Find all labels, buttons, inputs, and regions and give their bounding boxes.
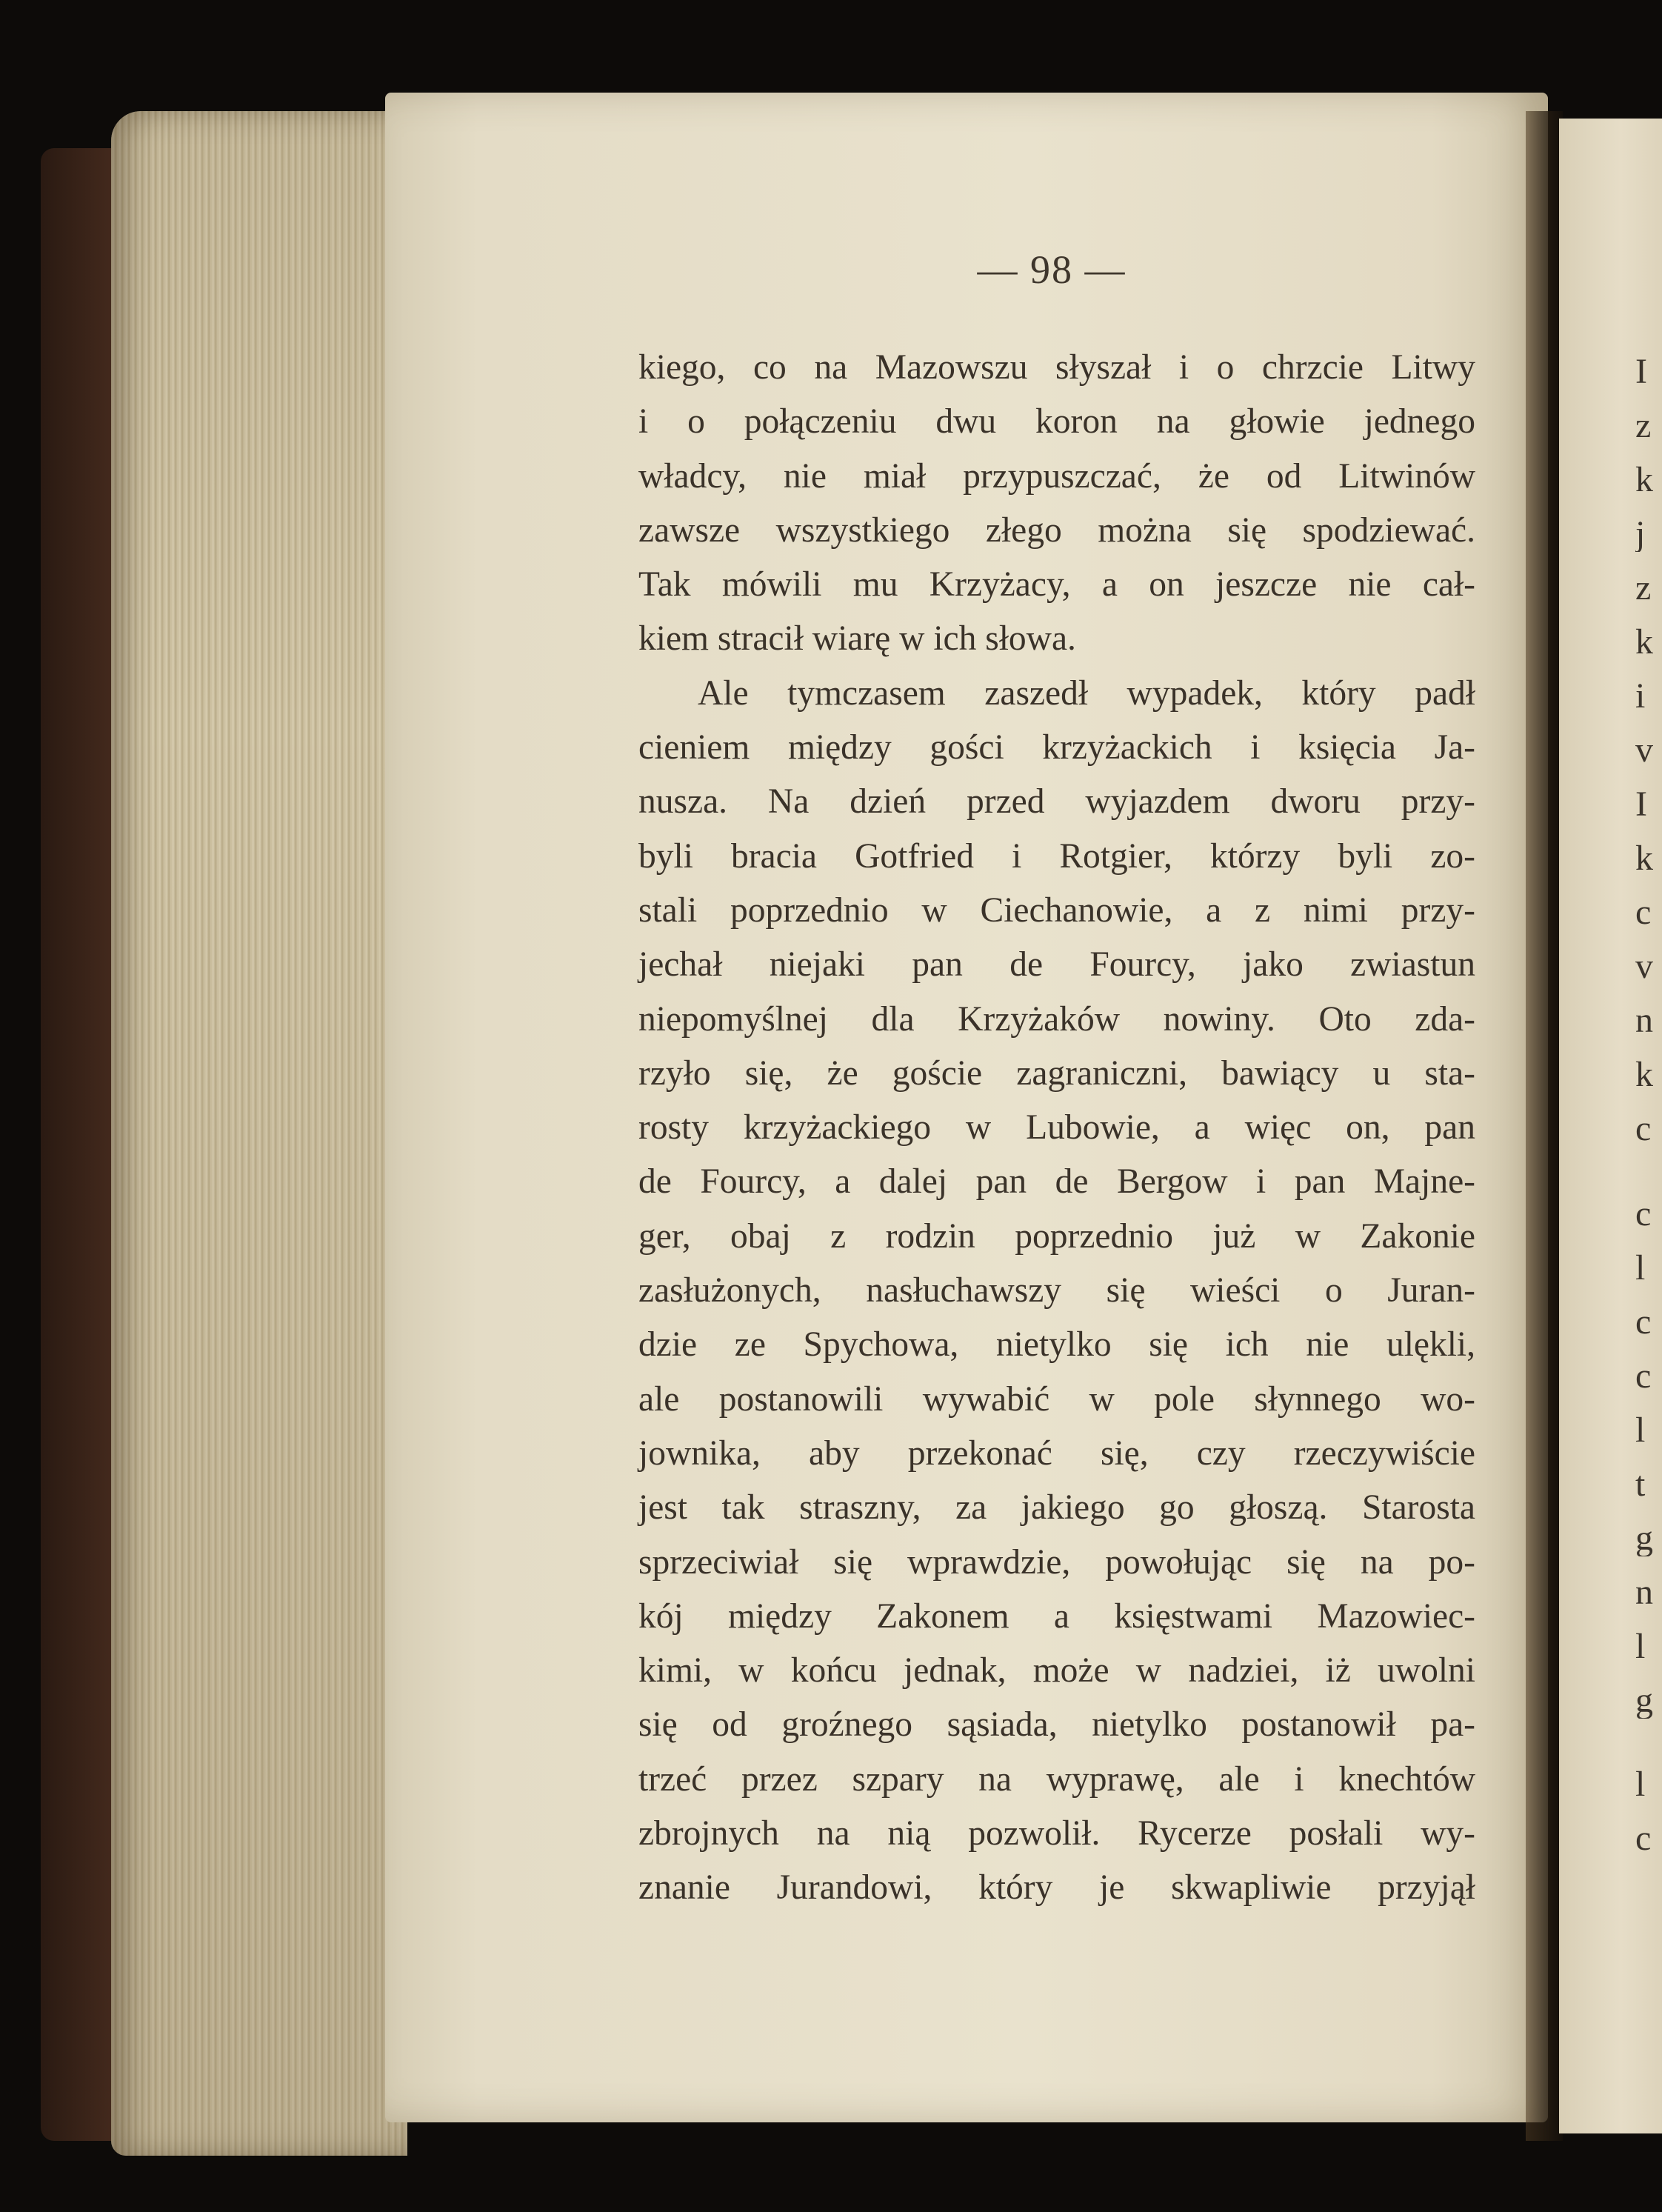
facing-page-letter: z (1635, 408, 1652, 444)
text-line: rosty krzyżackiego w Lubowie, a więc on, pan (638, 1108, 1475, 1147)
text-line: sprzeciwiał się wprawdzie, powołując się na po- (638, 1542, 1475, 1582)
text-line: cieniem między gości krzyżackich i księcia Ja- (638, 728, 1475, 767)
text-line: byli bracia Gotfried i Rotgier, którzy byli zo- (638, 836, 1475, 876)
facing-page-letter: n (1635, 1003, 1653, 1039)
facing-page-letter: c (1635, 895, 1652, 930)
facing-page-letter: k (1635, 462, 1653, 498)
facing-page-letter: v (1635, 733, 1653, 768)
text-line: zawsze wszystkiego złego można się spodziewać. (638, 510, 1475, 550)
facing-page-letter: i (1635, 679, 1646, 714)
text-line: niepomyślnej dla Krzyżaków nowiny. Oto zda- (638, 999, 1475, 1039)
text-line: de Fourcy, a dalej pan de Bergow i pan Majne- (638, 1162, 1475, 1202)
text-line: kój między Zakonem a księstwami Mazowiec- (638, 1596, 1475, 1636)
text-line: ale postanowili wywabić w pole słynnego wo- (638, 1379, 1475, 1419)
facing-page-letter: t (1635, 1467, 1646, 1502)
text-line: władcy, nie miał przypuszczać, że od Litwinów (638, 456, 1475, 496)
text-line: Tak mówili mu Krzyżacy, a on jeszcze nie cał- (638, 565, 1475, 604)
text-line: się od groźnego sąsiada, nietylko postanowił pa- (638, 1705, 1475, 1745)
facing-page-letter: g (1635, 1683, 1653, 1719)
text-line: dzie ze Spychowa, nietylko się ich nie ulękli, (638, 1325, 1475, 1365)
text-line: zbrojnych na nią pozwolił. Rycerze posłali wy- (638, 1814, 1475, 1853)
text-line: kiego, co na Mazowszu słyszał i o chrzcie Litwy (638, 348, 1475, 387)
facing-page-letter: I (1635, 354, 1647, 390)
text-line: stali poprzednio w Ciechanowie, a z nimi przy- (638, 890, 1475, 930)
page-number: — 98 — (977, 247, 1127, 292)
facing-page-letter: c (1635, 1821, 1652, 1856)
text-line: jechał niejaki pan de Fourcy, jako zwiastun (638, 945, 1475, 985)
facing-page-letter: j (1635, 516, 1646, 552)
facing-page-letter: c (1635, 1305, 1652, 1340)
facing-page-letter: k (1635, 624, 1653, 660)
facing-page-letter: n (1635, 1575, 1653, 1610)
text-line: rzyło się, że goście zagraniczni, bawiący u sta- (638, 1053, 1475, 1093)
text-line: jownika, aby przekonać się, czy rzeczywiście (638, 1433, 1475, 1473)
page-edges (111, 111, 407, 2156)
text-line: nusza. Na dzień przed wyjazdem dworu przy- (638, 782, 1475, 822)
text-line: Ale tymczasem zaszedł wypadek, który padł (698, 673, 1475, 713)
facing-page-letter: l (1635, 1767, 1646, 1802)
facing-page-letter: l (1635, 1413, 1646, 1448)
text-line: i o połączeniu dwu koron na głowie jednego (638, 402, 1475, 442)
facing-page-letter: z (1635, 570, 1652, 606)
text-line: ger, obaj z rodzin poprzednio już w Zakonie (638, 1216, 1475, 1256)
facing-page-letter: k (1635, 1057, 1653, 1093)
text-line: jest tak straszny, za jakiego go głoszą. Starosta (638, 1488, 1475, 1528)
facing-page-letter: c (1635, 1196, 1652, 1232)
text-line: kiem stracił wiarę w ich słowa. (638, 619, 1076, 659)
text-line: trzeć przez szpary na wyprawę, ale i knechtów (638, 1759, 1475, 1799)
text-line: znanie Jurandowi, który je skwapliwie przyjął (638, 1868, 1475, 1908)
facing-page-letter: g (1635, 1521, 1653, 1556)
facing-page-letter: k (1635, 841, 1653, 876)
facing-page-letter: v (1635, 949, 1653, 985)
facing-page-letter: c (1635, 1111, 1652, 1147)
facing-page-letter: I (1635, 787, 1647, 822)
book-gutter (1526, 111, 1563, 2141)
text-line: zasłużonych, nasłuchawszy się wieści o Juran- (638, 1271, 1475, 1310)
facing-page-letter: l (1635, 1250, 1646, 1286)
text-line: kimi, w końcu jednak, może w nadziei, iż uwolni (638, 1651, 1475, 1690)
facing-page-letter: l (1635, 1629, 1646, 1665)
page-text (638, 341, 1475, 1916)
facing-page-letter: c (1635, 1359, 1652, 1394)
